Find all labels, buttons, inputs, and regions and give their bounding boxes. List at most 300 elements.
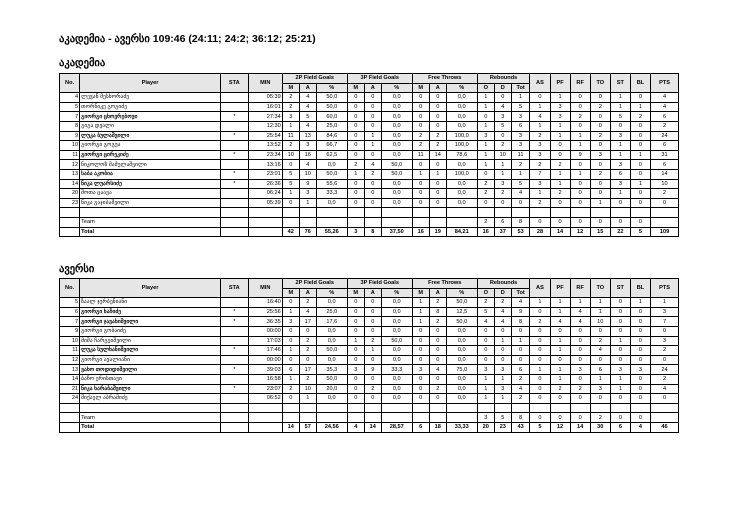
- header-cell: PTS: [651, 74, 679, 93]
- empty-cell: [590, 403, 610, 413]
- player-number: 11: [60, 150, 80, 160]
- header-cell: BL: [630, 279, 650, 298]
- stat-cell: 12: [570, 227, 590, 237]
- starter-flag: [220, 394, 248, 404]
- stat-cell: 2: [530, 317, 550, 327]
- stat-cell: 16: [477, 227, 494, 237]
- player-number: 7: [60, 112, 80, 122]
- stat-cell: 0,0: [446, 160, 477, 170]
- stat-cell: 1: [530, 121, 550, 131]
- stat-cell: 2: [299, 336, 316, 346]
- empty-cell: [347, 217, 364, 227]
- stat-cell: 5: [511, 179, 530, 189]
- header-cell: Player: [80, 279, 221, 298]
- minutes-cell: 23:34: [248, 150, 282, 160]
- stat-cell: 0: [364, 355, 381, 365]
- stat-cell: 0,0: [381, 150, 412, 160]
- stat-cell: 0: [429, 326, 446, 336]
- stat-cell: 0: [570, 346, 590, 356]
- stat-cell: 0: [347, 374, 364, 384]
- player-number: 9: [60, 131, 80, 141]
- header-cell: PTS: [651, 279, 679, 298]
- stat-cell: 2: [511, 160, 530, 170]
- stat-cell: 2: [550, 189, 570, 199]
- minutes-cell: 39:03: [248, 365, 282, 375]
- stat-cell: 0: [530, 384, 550, 394]
- starter-flag: [220, 326, 248, 336]
- stat-cell: 55,6: [316, 179, 347, 189]
- stat-cell: 50,0: [446, 317, 477, 327]
- stat-cell: 0: [347, 298, 364, 308]
- stat-cell: 8: [511, 217, 530, 227]
- stat-cell: 3: [412, 365, 429, 375]
- stat-cell: 0: [299, 326, 316, 336]
- header-cell: ST: [610, 279, 630, 298]
- stat-cell: 2: [590, 413, 610, 423]
- stat-cell: 11: [511, 150, 530, 160]
- player-row: [60, 93, 679, 103]
- stat-cell: 50,0: [381, 169, 412, 179]
- stat-cell: 10: [299, 169, 316, 179]
- stat-cell: 4: [511, 189, 530, 199]
- stat-cell: 1: [282, 346, 299, 356]
- stat-cell: 1: [530, 298, 550, 308]
- starter-flag: [220, 198, 248, 208]
- stat-cell: 1: [494, 336, 511, 346]
- stat-cell: 1: [610, 150, 630, 160]
- stat-cell: 4: [494, 307, 511, 317]
- player-number: 13: [60, 169, 80, 179]
- player-row: [60, 150, 679, 160]
- stat-cell: 8: [364, 227, 381, 237]
- stat-cell: 0: [651, 394, 679, 404]
- stat-cell: 0: [590, 112, 610, 122]
- stat-cell: 1: [364, 131, 381, 141]
- stat-cell: 2: [477, 179, 494, 189]
- stat-cell: 0: [610, 346, 630, 356]
- subheader-cell: O: [477, 288, 494, 298]
- stat-cell: 8: [511, 413, 530, 423]
- stat-cell: 0: [347, 131, 364, 141]
- stat-cell: 4: [530, 112, 550, 122]
- stat-cell: 50,0: [316, 346, 347, 356]
- empty-cell: [530, 208, 550, 218]
- player-name: მიშა ჩარგეიშვილი: [80, 336, 221, 346]
- stat-cell: 4: [347, 422, 364, 432]
- stat-cell: 0: [282, 336, 299, 346]
- stat-cell: 8: [429, 307, 446, 317]
- stat-cell: 76: [299, 227, 316, 237]
- empty-cell: [299, 413, 316, 423]
- player-number: 4: [60, 93, 80, 103]
- minutes-cell: 26:36: [248, 179, 282, 189]
- stat-cell: 3: [347, 365, 364, 375]
- stat-cell: 0: [347, 150, 364, 160]
- stat-cell: 25,0: [316, 121, 347, 131]
- stat-cell: 2: [590, 131, 610, 141]
- header-cell: 2P Field Goals: [282, 74, 347, 84]
- player-name: გიორგი ხაჩიძე: [80, 307, 221, 317]
- stat-cell: 0: [590, 121, 610, 131]
- stat-cell: 0,0: [381, 298, 412, 308]
- stat-cell: 33,33: [446, 422, 477, 432]
- stat-cell: 84,6: [316, 131, 347, 141]
- stat-cell: 1: [630, 298, 650, 308]
- stat-cell: 0,0: [446, 112, 477, 122]
- stat-cell: 0: [511, 355, 530, 365]
- minutes-cell: 05:39: [248, 198, 282, 208]
- starter-flag: *: [220, 150, 248, 160]
- stat-cell: 0: [550, 141, 570, 151]
- stat-cell: 1: [590, 298, 610, 308]
- player-row: [60, 160, 679, 170]
- stat-cell: 2: [550, 384, 570, 394]
- empty-cell: [248, 422, 282, 432]
- stat-cell: 0: [610, 394, 630, 404]
- empty-cell: [429, 413, 446, 423]
- empty-cell: [446, 413, 477, 423]
- player-number: 11: [60, 346, 80, 356]
- stat-cell: 0: [347, 112, 364, 122]
- stat-cell: 0: [530, 336, 550, 346]
- header-cell: AS: [530, 74, 550, 93]
- stat-cell: 2: [570, 384, 590, 394]
- stat-cell: 3: [610, 131, 630, 141]
- empty-cell: [477, 208, 494, 218]
- stat-cell: 24,56: [316, 422, 347, 432]
- empty-cell: [590, 208, 610, 218]
- empty-cell: [364, 208, 381, 218]
- empty-cell: [381, 413, 412, 423]
- stat-cell: 100,0: [446, 169, 477, 179]
- stat-cell: 0: [494, 198, 511, 208]
- stat-cell: 0: [630, 326, 650, 336]
- stat-cell: 0: [412, 355, 429, 365]
- empty-cell: [630, 403, 650, 413]
- header-cell: MIN: [248, 279, 282, 298]
- stat-cell: 1: [412, 307, 429, 317]
- stat-cell: 1: [630, 102, 650, 112]
- stat-cell: 0: [630, 217, 650, 227]
- minutes-cell: 17:46: [248, 346, 282, 356]
- stat-cell: 3: [590, 150, 610, 160]
- stat-cell: 19: [429, 227, 446, 237]
- stat-cell: 16: [299, 150, 316, 160]
- stat-cell: 0: [630, 121, 650, 131]
- stat-cell: 84,21: [446, 227, 477, 237]
- stat-cell: 5: [494, 121, 511, 131]
- stat-cell: 1: [412, 169, 429, 179]
- empty-cell: [429, 217, 446, 227]
- stat-cell: 1: [610, 189, 630, 199]
- header-cell: No.: [60, 74, 80, 93]
- stat-cell: 0: [590, 326, 610, 336]
- stat-cell: 1: [590, 198, 610, 208]
- stat-cell: 1: [550, 169, 570, 179]
- stat-cell: 3: [477, 365, 494, 375]
- stat-cell: 0: [347, 317, 364, 327]
- stat-cell: 11: [282, 131, 299, 141]
- stat-cell: 0: [347, 346, 364, 356]
- stat-cell: 0: [282, 355, 299, 365]
- player-name: ნიკა ხარაბაშვილი: [80, 384, 221, 394]
- minutes-cell: 16:40: [248, 298, 282, 308]
- stat-cell: 0: [364, 394, 381, 404]
- subheader-cell: Tot: [511, 83, 530, 93]
- player-row: [60, 141, 679, 151]
- starter-flag: [220, 374, 248, 384]
- stat-cell: 2: [477, 298, 494, 308]
- empty-cell: [60, 217, 80, 227]
- header-cell: MIN: [248, 74, 282, 93]
- stat-cell: 2: [494, 298, 511, 308]
- stat-cell: 50,0: [446, 298, 477, 308]
- stat-cell: 10: [651, 179, 679, 189]
- stat-cell: 17: [299, 365, 316, 375]
- starter-flag: [220, 160, 248, 170]
- minutes-cell: 16:58: [248, 374, 282, 384]
- stat-cell: 0: [530, 355, 550, 365]
- empty-cell: [412, 403, 429, 413]
- stat-cell: 0: [511, 198, 530, 208]
- stat-cell: 9: [511, 307, 530, 317]
- empty-cell: [60, 227, 80, 237]
- stat-cell: 62,5: [316, 150, 347, 160]
- stat-cell: 0: [429, 198, 446, 208]
- stat-cell: 0,0: [446, 326, 477, 336]
- empty-cell: [364, 217, 381, 227]
- player-number: 23: [60, 198, 80, 208]
- stat-cell: 0: [610, 307, 630, 317]
- stat-cell: 0: [630, 413, 650, 423]
- stat-cell: 0: [364, 307, 381, 317]
- stat-cell: 0,0: [446, 374, 477, 384]
- stat-cell: 3: [477, 131, 494, 141]
- starter-flag: [220, 141, 248, 151]
- stat-cell: 0: [590, 355, 610, 365]
- stat-cell: 2: [477, 217, 494, 227]
- team-row-label: Team: [80, 413, 221, 423]
- stat-cell: 1: [550, 121, 570, 131]
- stat-cell: 4: [494, 102, 511, 112]
- stat-cell: 0: [429, 121, 446, 131]
- stat-cell: 0: [429, 189, 446, 199]
- subheader-cell: M: [412, 83, 429, 93]
- stat-cell: 2: [590, 102, 610, 112]
- player-row: [60, 326, 679, 336]
- empty-cell: [570, 208, 590, 218]
- empty-cell: [299, 403, 316, 413]
- stat-cell: 55,26: [316, 227, 347, 237]
- stat-cell: 0: [364, 150, 381, 160]
- stat-cell: 1: [570, 169, 590, 179]
- stat-cell: 4: [364, 160, 381, 170]
- stat-cell: 0: [651, 355, 679, 365]
- stat-cell: 2: [630, 112, 650, 122]
- empty-cell: [299, 208, 316, 218]
- stat-cell: 0: [347, 189, 364, 199]
- subheader-cell: D: [494, 288, 511, 298]
- stat-cell: 20: [477, 422, 494, 432]
- stat-cell: 0: [530, 307, 550, 317]
- stat-cell: 24: [651, 131, 679, 141]
- empty-cell: [550, 403, 570, 413]
- stat-cell: 1: [477, 93, 494, 103]
- stat-cell: 0: [610, 121, 630, 131]
- header-cell: Free Throws: [412, 74, 477, 84]
- player-row: [60, 336, 679, 346]
- player-number: 21: [60, 384, 80, 394]
- stat-cell: 0: [429, 336, 446, 346]
- subheader-cell: M: [347, 83, 364, 93]
- empty-cell: [60, 422, 80, 432]
- stat-cell: 4: [570, 317, 590, 327]
- stat-cell: 0: [477, 169, 494, 179]
- player-name: გიორგი ცხოვრებოვი: [80, 112, 221, 122]
- stat-cell: 0: [364, 326, 381, 336]
- stat-cell: 1: [570, 141, 590, 151]
- stat-cell: 3: [590, 384, 610, 394]
- stat-cell: 1: [299, 198, 316, 208]
- stat-cell: 0: [347, 179, 364, 189]
- stat-cell: 3: [570, 365, 590, 375]
- stat-cell: 0: [610, 298, 630, 308]
- stat-cell: 0,0: [381, 374, 412, 384]
- stat-cell: 0,0: [316, 198, 347, 208]
- starter-flag: *: [220, 384, 248, 394]
- stat-cell: 2: [364, 384, 381, 394]
- stat-cell: 5: [494, 413, 511, 423]
- player-row: [60, 121, 679, 131]
- stat-cell: 6: [651, 112, 679, 122]
- player-row: [60, 169, 679, 179]
- stat-cell: 3: [511, 141, 530, 151]
- subheader-cell: %: [381, 83, 412, 93]
- minutes-cell: 36:35: [248, 317, 282, 327]
- stat-cell: 0: [530, 217, 550, 227]
- empty-cell: [530, 403, 550, 413]
- stat-cell: 0: [610, 326, 630, 336]
- minutes-cell: 05:39: [248, 93, 282, 103]
- stat-cell: 0: [282, 326, 299, 336]
- stat-cell: 14: [570, 422, 590, 432]
- stat-cell: 1: [630, 179, 650, 189]
- empty-cell: [220, 403, 248, 413]
- stat-cell: 2: [511, 394, 530, 404]
- stat-cell: 0,0: [381, 317, 412, 327]
- stat-cell: 5: [299, 112, 316, 122]
- stat-cell: 0,0: [446, 93, 477, 103]
- empty-cell: [651, 208, 679, 218]
- player-number: 13: [60, 365, 80, 375]
- starter-flag: *: [220, 317, 248, 327]
- starter-flag: [220, 121, 248, 131]
- player-row: [60, 355, 679, 365]
- empty-cell: [220, 413, 248, 423]
- stat-cell: 1: [630, 150, 650, 160]
- player-name: გიორგი ცირეკიძე: [80, 150, 221, 160]
- minutes-cell: 23:01: [248, 169, 282, 179]
- stat-cell: 6: [511, 365, 530, 375]
- header-cell: 3P Field Goals: [347, 279, 412, 289]
- stat-cell: 1: [610, 336, 630, 346]
- stat-cell: 1: [282, 189, 299, 199]
- stat-cell: 23: [494, 422, 511, 432]
- stat-cell: 1: [494, 169, 511, 179]
- stat-cell: 0: [630, 374, 650, 384]
- stat-cell: 0: [494, 131, 511, 141]
- stat-cell: 0: [429, 179, 446, 189]
- stat-cell: 2: [429, 131, 446, 141]
- subheader-cell: %: [381, 288, 412, 298]
- subheader-cell: Tot: [511, 288, 530, 298]
- stat-cell: 6: [494, 217, 511, 227]
- stat-cell: 0: [570, 355, 590, 365]
- player-row: [60, 189, 679, 199]
- stat-cell: 4: [299, 121, 316, 131]
- total-label: Total: [80, 422, 221, 432]
- stat-cell: 0,0: [316, 326, 347, 336]
- subheader-cell: M: [412, 288, 429, 298]
- stat-cell: 0: [429, 160, 446, 170]
- stat-cell: 4: [494, 317, 511, 327]
- player-row: [60, 394, 679, 404]
- stat-cell: 0: [412, 394, 429, 404]
- stat-cell: 78,6: [446, 150, 477, 160]
- stat-cell: 42: [282, 227, 299, 237]
- stat-cell: 5: [282, 179, 299, 189]
- minutes-cell: 06:52: [248, 394, 282, 404]
- empty-cell: [429, 208, 446, 218]
- stat-cell: 50,0: [316, 102, 347, 112]
- stat-cell: 5: [477, 307, 494, 317]
- total-row: [60, 227, 679, 237]
- stat-cell: 0: [570, 394, 590, 404]
- stat-cell: 1: [412, 317, 429, 327]
- stat-cell: 3: [610, 365, 630, 375]
- stat-cell: 5: [511, 102, 530, 112]
- stat-cell: 1: [511, 336, 530, 346]
- stat-cell: 1: [610, 93, 630, 103]
- player-number: 24: [60, 394, 80, 404]
- stat-cell: 1: [477, 374, 494, 384]
- stat-cell: 0,0: [381, 198, 412, 208]
- player-number: 12: [60, 355, 80, 365]
- empty-cell: [651, 217, 679, 227]
- stat-cell: 0,0: [381, 121, 412, 131]
- stat-cell: 66,7: [316, 141, 347, 151]
- stat-cell: 0: [429, 374, 446, 384]
- empty-cell: [60, 403, 80, 413]
- stat-cell: 0: [429, 112, 446, 122]
- empty-cell: [446, 403, 477, 413]
- player-row: [60, 384, 679, 394]
- stat-cell: 0,0: [316, 336, 347, 346]
- stat-cell: 31: [651, 150, 679, 160]
- empty-cell: [220, 422, 248, 432]
- stat-cell: 0: [651, 326, 679, 336]
- stat-cell: 0: [364, 121, 381, 131]
- player-name: ლუკა სულხანიშვილი: [80, 346, 221, 356]
- stat-cell: 1: [570, 131, 590, 141]
- stat-cell: 0: [630, 189, 650, 199]
- empty-cell: [651, 413, 679, 423]
- stat-cell: 6: [651, 160, 679, 170]
- empty-cell: [511, 208, 530, 218]
- stat-cell: 2: [511, 374, 530, 384]
- stat-cell: 100,0: [446, 131, 477, 141]
- stat-cell: 10: [299, 384, 316, 394]
